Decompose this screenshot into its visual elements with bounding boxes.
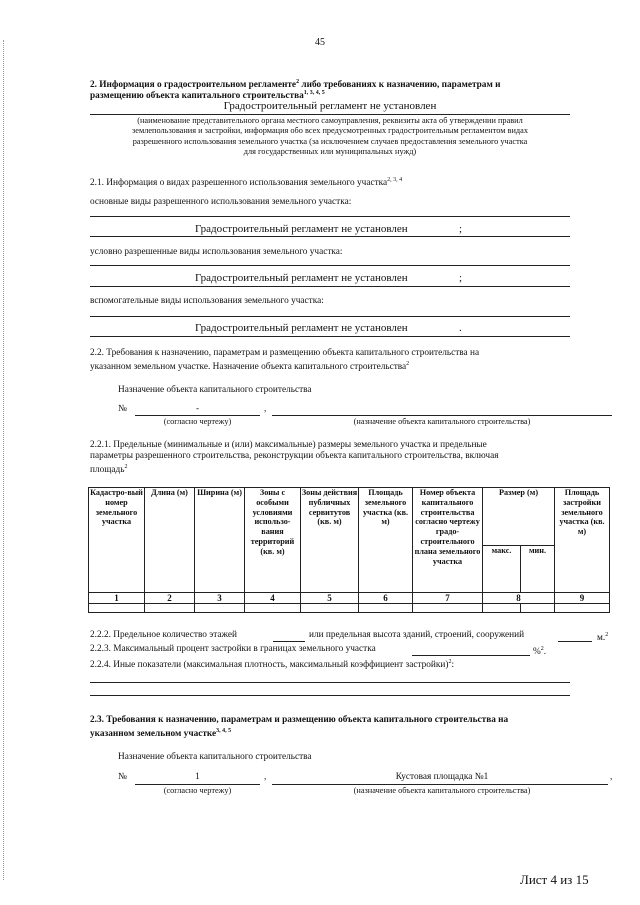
table-header-cell: Длина (м): [145, 488, 195, 593]
table-subheader-cell: мин.: [521, 546, 555, 593]
footnote-ref: 2: [540, 646, 544, 652]
footnote-ref: 2, 3, 4: [387, 177, 403, 183]
table-number-cell: 7: [413, 593, 483, 604]
section-2-3-line1: 2.3. Требования к назначению, параметрам и размещению объекта капитального строительства на: [90, 715, 509, 725]
unit-text: %: [533, 647, 541, 658]
caption-name: (назначение объекта капитального строительства): [353, 786, 531, 795]
section-2-3-line2: [90, 726, 231, 740]
section-2-2-line2-text: указанном земельном участке. Назначение объекта капитального строительства: [90, 362, 407, 373]
underline: [90, 316, 570, 317]
section-2-2-2-unit: [597, 630, 608, 644]
section-2-1-heading-text: 2.1. Информация о видах разрешенного использования земельного участка: [90, 178, 388, 189]
main-uses-value: Градостроительный регламент не установлен: [195, 223, 408, 235]
table-header-cell: Размер (м): [483, 488, 555, 546]
section-2-2-1-line1: 2.2.1. Предельные (минимальные и (или) максимальные) размеры земельного участка и предельные: [90, 440, 487, 450]
footnote-ref: 3, 4, 5: [216, 728, 232, 734]
footnote-ref: 2: [406, 361, 410, 367]
section-2-2-1-line3-text: площадь: [90, 465, 125, 476]
underline: [90, 114, 570, 115]
section-2-note: [90, 116, 570, 157]
table-empty-cell: [483, 604, 521, 613]
table-row: [89, 604, 610, 613]
underline: [90, 336, 570, 337]
underline: [90, 216, 570, 217]
section-2-heading-text: 2. Информация о градостроительном регламенте: [90, 80, 297, 91]
section-2-3-no-label: №: [118, 772, 127, 782]
conditional-uses-end: ;: [459, 272, 463, 284]
section-2-1-heading: [90, 175, 402, 189]
end-punct: :: [451, 660, 455, 671]
section-2-3-comma: ,: [264, 772, 267, 782]
underline: [90, 286, 570, 287]
table-number-cell: 9: [555, 593, 610, 604]
section-2-2-3-text: 2.2.3. Максимальный процент застройки в границах земельного участка: [90, 644, 376, 654]
table-number-cell: 4: [245, 593, 301, 604]
table-header-cell: Кадастро-вый номер земельного участка: [89, 488, 145, 593]
auxiliary-uses-label: вспомогательные виды использования земельного участка:: [90, 296, 324, 306]
table-empty-cell: [359, 604, 413, 613]
underline: [135, 784, 260, 785]
sheet-label: Лист 4 из 15: [520, 872, 589, 887]
footnote-ref: 2: [296, 79, 300, 85]
section-2-3-no-value: 1: [195, 772, 200, 782]
note-line: землепользования и застройки, информация обо всех предусмотренных градостроительным регламентом видах: [132, 126, 528, 136]
underline: [90, 695, 570, 696]
table-number-cell: 5: [301, 593, 359, 604]
height-blank: [558, 641, 592, 642]
table-empty-cell: [555, 604, 610, 613]
table-empty-cell: [195, 604, 245, 613]
caption-drawing: (согласно чертежу): [163, 417, 232, 426]
section-2-heading-line2-text: размещению объекта капитального строительства: [90, 91, 304, 102]
section-2-2-2-text-a: 2.2.2. Предельное количество этажей: [90, 630, 237, 640]
floors-blank: [273, 641, 305, 642]
percent-blank: [412, 655, 530, 656]
section-2-2-purpose-label: Назначение объекта капитального строительства: [118, 385, 312, 395]
section-2-2-1-line2: параметры разрешенного строительства, реконструкции объекта капитального строительства, включая: [90, 451, 499, 461]
table-empty-cell: [301, 604, 359, 613]
footnote-ref: 2: [448, 659, 452, 665]
table-empty-cell: [145, 604, 195, 613]
note-line: для государственных или муниципальных нужд): [243, 146, 417, 156]
section-2-2-3-unit: [533, 644, 546, 658]
caption-drawing: (согласно чертежу): [163, 786, 232, 795]
footnote-ref: 1, 3, 4, 5: [303, 90, 325, 96]
table-empty-cell: [89, 604, 145, 613]
underline: [90, 682, 570, 683]
table-header-cell: Зоны с особыми условиями использо-вания территорий (кв. м): [245, 488, 301, 593]
unit-text: м.: [597, 633, 606, 644]
section-2-3-line2-text: указанном земельном участке: [90, 729, 217, 740]
main-uses-label: основные виды разрешенного использования земельного участка:: [90, 197, 352, 207]
section-2-2-no-value: -: [195, 404, 200, 414]
page-number: 45: [315, 37, 325, 48]
underline: [90, 236, 570, 237]
table-empty-cell: [413, 604, 483, 613]
table-number-cell: 8: [483, 593, 555, 604]
conditional-uses-value: Градостроительный регламент не установлен: [195, 272, 408, 284]
section-2-2-comma: ,: [264, 404, 267, 414]
table-empty-cell: [245, 604, 301, 613]
end-punct: .: [543, 647, 547, 658]
scan-edge-artifact: [3, 40, 4, 880]
section-2-2-1-line3: [90, 462, 128, 476]
section-2-2-4-text: [90, 657, 454, 671]
table-header-cell: Площадь земельного участка (кв. м): [359, 488, 413, 593]
footnote-ref: 2: [124, 464, 128, 470]
table-header-cell: Площадь застройки земельного участка (кв. м): [555, 488, 610, 593]
caption-name: (назначение объекта капитального строительства): [353, 417, 531, 426]
section-2-3-end: ,: [610, 772, 613, 782]
main-uses-end: ;: [459, 223, 463, 235]
underline: [272, 415, 612, 416]
section-2-2-line1: 2.2. Требования к назначению, параметрам и размещению объекта капитального строительства на: [90, 348, 480, 358]
parameters-table: [88, 487, 610, 613]
section-2-2-2-text-b: или предельная высота зданий, строений, сооружений: [309, 630, 525, 640]
table-number-cell: 3: [195, 593, 245, 604]
section-2-2-no-label: №: [118, 404, 127, 414]
note-line: разрешенного использования земельного участка (за исключением случаев предоставления земельного участка: [132, 136, 528, 146]
section-2-2-4-body: 2.2.4. Иные показатели (максимальная плотность, максимальный коэффициент застройки): [90, 660, 449, 671]
footnote-ref: 2: [605, 632, 609, 638]
underline: [272, 784, 608, 785]
section-2-2-line2: [90, 359, 570, 373]
section-2-3-name-value: Кустовая площадка №1: [395, 772, 489, 782]
note-line: (наименование представительного органа местного самоуправления, реквизиты акта об утверждении правил: [137, 116, 523, 125]
section-2-heading-cont: либо требованиях к назначению, параметрам и: [301, 80, 501, 91]
table-number-cell: 6: [359, 593, 413, 604]
table-header-cell: Зоны действия публичных сервитутов (кв. м): [301, 488, 359, 593]
underline: [135, 415, 260, 416]
section-2-3-purpose-label: Назначение объекта капитального строительства: [118, 752, 312, 762]
auxiliary-uses-end: .: [459, 322, 462, 334]
table-header-cell: Номер объекта капитального строительства согласно чертежу градо-строительного плана земельного участка: [413, 488, 483, 593]
table-empty-cell: [521, 604, 555, 613]
table-header-cell: Ширина (м): [195, 488, 245, 593]
table-number-cell: 1: [89, 593, 145, 604]
table-number-cell: 2: [145, 593, 195, 604]
auxiliary-uses-value: Градостроительный регламент не установлен: [195, 322, 408, 334]
underline: [90, 265, 570, 266]
table-subheader-cell: макс.: [483, 546, 521, 593]
section-2-value: Градостроительный регламент не установлен: [223, 100, 437, 112]
conditional-uses-label: условно разрешенные виды использования земельного участка:: [90, 247, 343, 257]
